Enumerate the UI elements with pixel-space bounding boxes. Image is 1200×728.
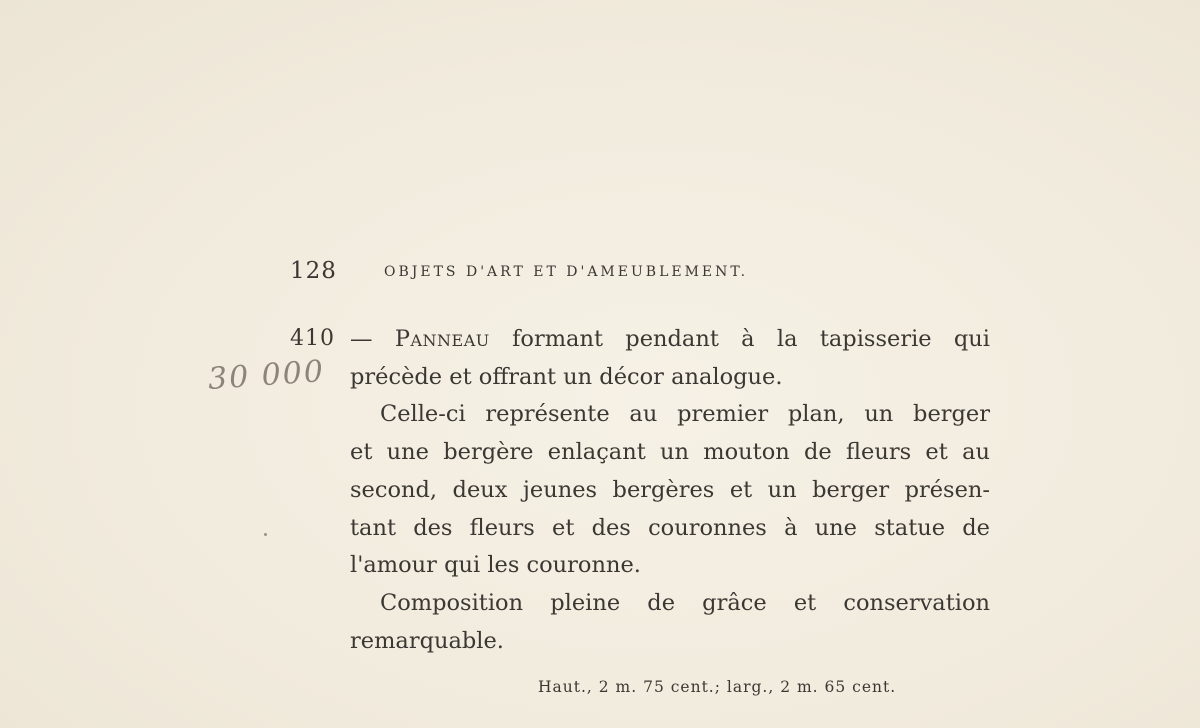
description-line-2: précède et offrant un décor analogue. <box>350 363 783 390</box>
lot-description <box>350 321 990 660</box>
description-line-7: l'amour qui les couronne. <box>350 552 641 579</box>
lead-dash: — <box>350 326 395 352</box>
description-line-5: second, deux jeunes bergères et un berger présen- <box>350 476 990 503</box>
description-line-9: remarquable. <box>350 627 504 654</box>
description-line-8: Composition pleine de grâce et conservation <box>380 589 990 616</box>
description-line-1-text: formant pendant à la tapisserie qui <box>489 326 990 352</box>
lot-number: 410 <box>290 326 335 351</box>
page-number: 128 <box>290 258 337 284</box>
description-line-4: et une bergère enlaçant un mouton de fleurs et au <box>350 439 990 466</box>
running-title: OBJETS D'ART ET D'AMEUBLEMENT. <box>384 264 749 280</box>
dimensions: Haut., 2 m. 75 cent.; larg., 2 m. 65 cent. <box>538 678 897 696</box>
description-line-1 <box>350 321 990 359</box>
description-line-6: tant des fleurs et des couronnes à une statue de <box>350 514 990 541</box>
page-header <box>290 258 890 288</box>
lot-title: Panneau <box>394 326 490 352</box>
description-line-3: Celle-ci représente au premier plan, un berger <box>380 401 990 428</box>
handwritten-price-annotation: 30 000 <box>206 353 327 398</box>
margin-mark <box>264 533 267 536</box>
